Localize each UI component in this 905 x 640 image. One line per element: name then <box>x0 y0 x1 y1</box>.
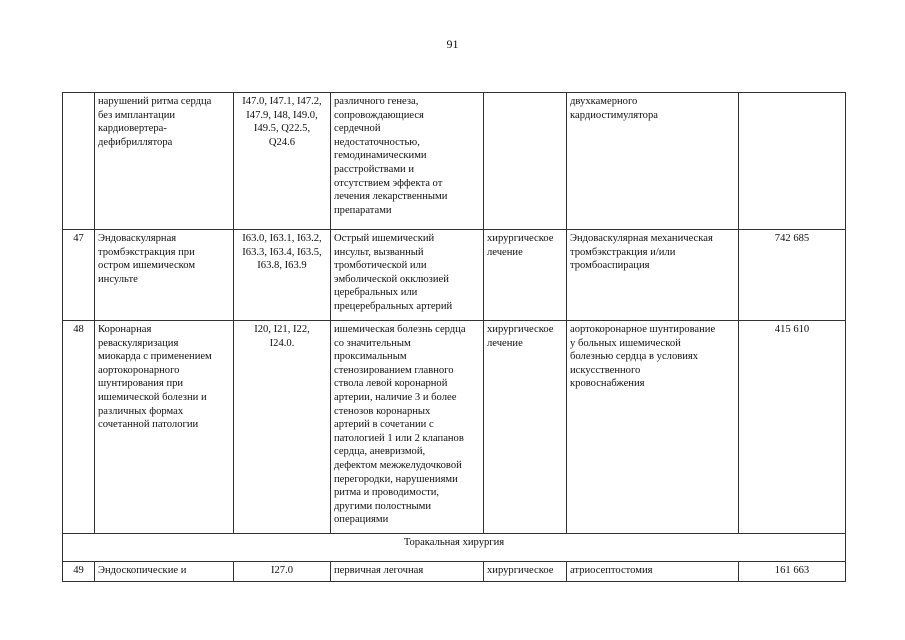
text-line: I49.5, Q22.5, <box>253 123 311 135</box>
section-title: Торакальная хирургия <box>63 534 846 562</box>
text-line: ритма и проводимости, <box>334 487 440 499</box>
text-line: ишемическая болезнь сердца <box>334 324 466 335</box>
text-line: остром ишемическом <box>98 260 196 272</box>
text-line: различного генеза, <box>334 96 419 107</box>
text-line: хирургическое <box>487 565 554 576</box>
text-line: кардиовертера- <box>98 123 167 135</box>
text-line: церебральных или <box>334 287 418 299</box>
text-line: сочетанной патологии <box>98 419 199 431</box>
text-line: гемодинамическими <box>334 150 427 162</box>
table-row <box>63 230 846 321</box>
text-line: эмболической окклюзией <box>334 273 449 285</box>
text-line: артерии, наличие 3 и более <box>334 391 457 403</box>
patient-model <box>331 230 484 321</box>
text-line: миокарда с применением <box>98 351 212 363</box>
text-line: шунтирования при <box>98 378 184 390</box>
text-line: реваскуляризация <box>98 337 179 349</box>
text-line: Острый ишемический <box>334 233 435 244</box>
text-line: тромботической или <box>334 260 427 272</box>
text-line: Эндоваскулярная механическая <box>570 233 713 244</box>
icd-codes <box>234 93 331 230</box>
text-line: болезнью сердца в условиях <box>570 351 699 363</box>
text-line: сердца, аневризмой, <box>334 446 426 458</box>
text-line: лечение <box>487 337 523 349</box>
text-line: препаратами <box>334 204 392 216</box>
text-line: дефибриллятора <box>98 136 173 148</box>
text-line: аортокоронарного <box>98 364 180 376</box>
text-line: недостаточностью, <box>334 136 420 148</box>
text-line: хирургическое <box>487 233 554 244</box>
treatment-type <box>484 321 567 534</box>
text-line: I63.3, I63.4, I63.5, <box>242 246 322 258</box>
treatment-method <box>567 230 739 321</box>
table-row <box>63 321 846 534</box>
text-line: инсульте <box>98 273 138 285</box>
text-line: тромбоаспирация <box>570 260 650 272</box>
text-line: искусственного <box>570 364 641 376</box>
text-line: стенозов коронарных <box>334 405 431 417</box>
row-number: 48 <box>63 321 95 534</box>
text-line: лечения лекарственными <box>334 191 448 203</box>
text-line: I63.0, I63.1, I63.2, <box>242 233 322 244</box>
text-line: инсульт, вызванный <box>334 246 424 258</box>
treatment-method <box>567 93 739 230</box>
text-line: Q24.6 <box>268 136 296 148</box>
text-line: проксимальным <box>334 351 407 363</box>
table-row <box>63 93 846 230</box>
treatment-type <box>484 93 567 230</box>
price: 742 685 <box>739 230 846 321</box>
treatment-type <box>484 230 567 321</box>
page-number: 91 <box>446 37 459 51</box>
medical-care-table <box>62 92 846 582</box>
text-line: двухкамерного <box>570 96 638 107</box>
text-line: дефектом межжелудочковой <box>334 459 462 471</box>
text-line: Эндоскопические и <box>98 565 187 576</box>
patient-model <box>331 562 484 582</box>
text-line: ишемической болезни и <box>98 391 207 403</box>
text-line: патологией 1 или 2 клапанов <box>334 432 464 444</box>
text-line: другими полостными <box>334 500 432 512</box>
text-line: первичная легочная <box>334 565 424 576</box>
text-line: тромбэкстракция при <box>98 246 195 258</box>
text-line: стенозированием главного <box>334 364 454 376</box>
text-line: I20, I21, I22, <box>254 324 310 335</box>
text-line: кардиостимулятора <box>570 109 658 121</box>
text-line: без имплантации <box>98 109 176 121</box>
text-line: ствола левой коронарной <box>334 378 448 390</box>
text-line: сердечной <box>334 123 381 135</box>
text-line: со значительным <box>334 337 411 349</box>
row-number: 49 <box>63 562 95 582</box>
text-line: перегородки, нарушениями <box>334 473 458 485</box>
text-line: Коронарная <box>98 324 152 335</box>
text-line: I63.8, I63.9 <box>257 260 307 272</box>
text-line: артерий в сочетании с <box>334 419 434 431</box>
text-line: различных формах <box>98 405 184 417</box>
treatment-method <box>567 562 739 582</box>
patient-model <box>331 93 484 230</box>
price <box>739 93 846 230</box>
text-line: Эндоваскулярная <box>98 233 177 244</box>
table-row <box>63 562 846 582</box>
section-row <box>63 534 846 562</box>
text-line: кровоснабжения <box>570 378 645 390</box>
text-line: хирургическое <box>487 324 554 335</box>
icd-codes <box>234 562 331 582</box>
icd-codes <box>234 321 331 534</box>
text-line: расстройствами и <box>334 163 415 175</box>
text-line: прецеребральных артерий <box>334 300 453 312</box>
text-line: нарушений ритма сердца <box>98 96 212 107</box>
price: 415 610 <box>739 321 846 534</box>
row-number: 47 <box>63 230 95 321</box>
text-line: у больных ишемической <box>570 337 681 349</box>
text-line: I27.0 <box>270 565 294 576</box>
icd-codes <box>234 230 331 321</box>
text-line: I47.9, I48, I49.0, <box>246 109 318 121</box>
text-line: сопровождающиеся <box>334 109 424 121</box>
text-line: лечение <box>487 246 523 258</box>
price: 161 663 <box>739 562 846 582</box>
text-line: I47.0, I47.1, I47.2, <box>242 96 322 107</box>
text-line: I24.0. <box>269 337 295 349</box>
text-line: аортокоронарное шунтирование <box>570 324 716 335</box>
text-line: отсутствием эффекта от <box>334 177 443 189</box>
row-number <box>63 93 95 230</box>
patient-model <box>331 321 484 534</box>
care-type-name <box>95 230 234 321</box>
text-line: операциями <box>334 514 389 526</box>
text-line: тромбэкстракция и/или <box>570 246 676 258</box>
care-type-name <box>95 562 234 582</box>
care-type-name <box>95 321 234 534</box>
treatment-method <box>567 321 739 534</box>
text-line: атриосептостомия <box>570 565 653 576</box>
care-type-name <box>95 93 234 230</box>
treatment-type <box>484 562 567 582</box>
